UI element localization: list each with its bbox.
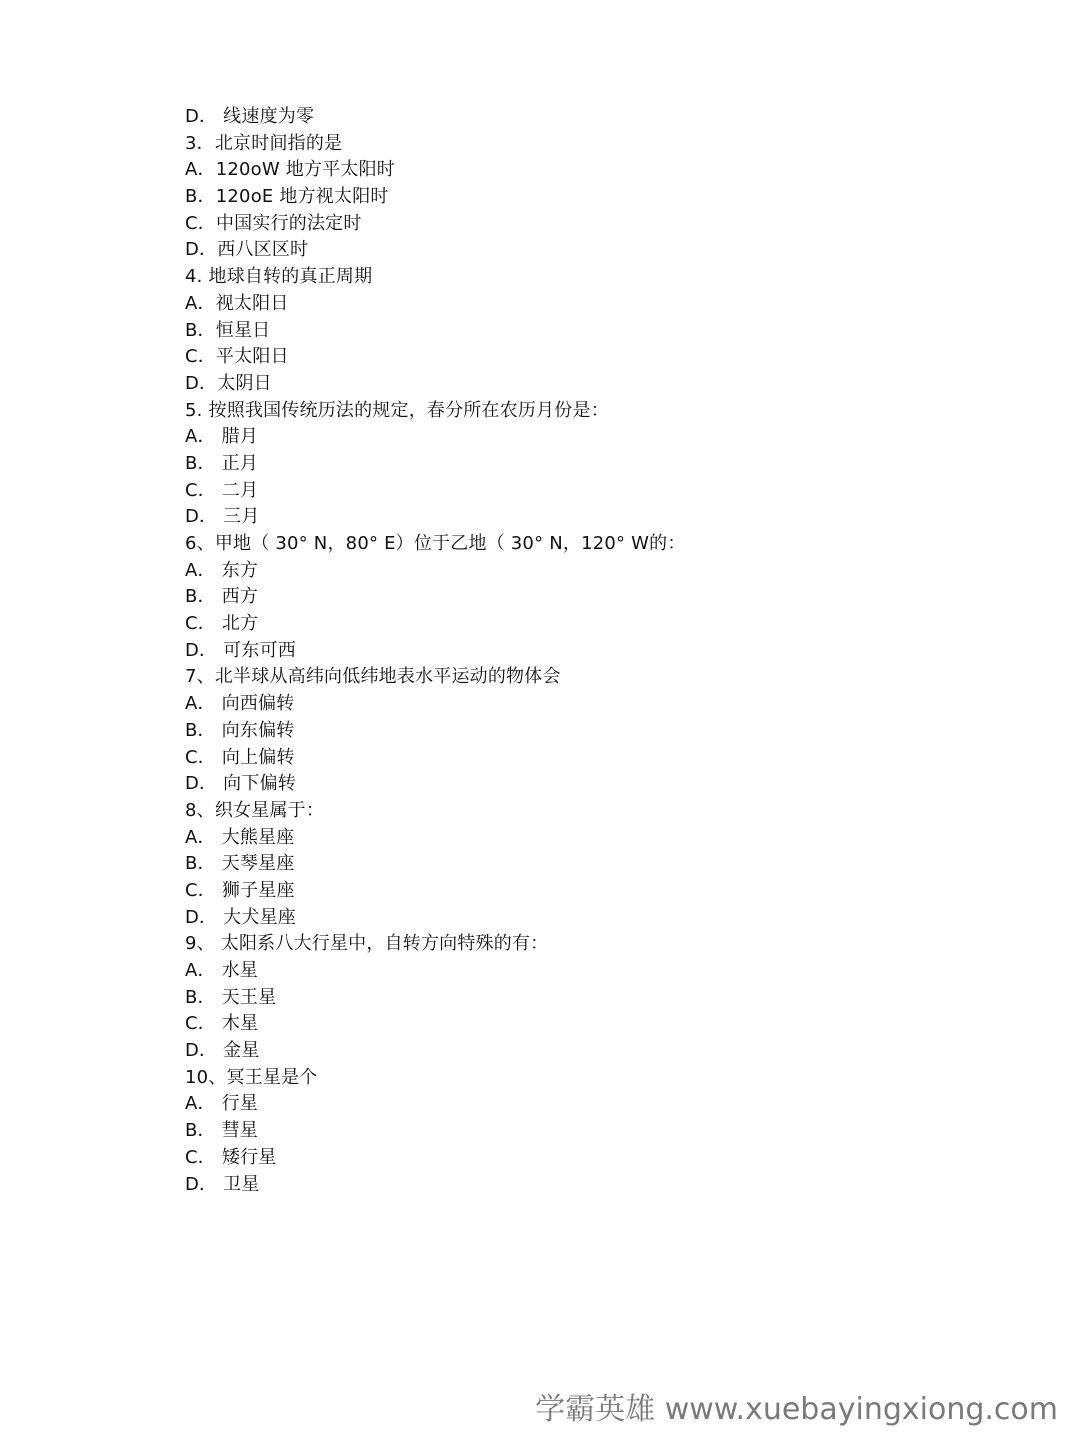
option-line: A． 大熊星座 (185, 826, 295, 848)
site-watermark: 学霸英雄 www.xuebayingxiong.com (535, 1392, 1058, 1427)
option-line: A． 东方 (185, 559, 259, 581)
option-line: B． 正月 (185, 452, 259, 474)
question-7-line: 7、北半球从高纬向低纬地表水平运动的物体会 (185, 666, 561, 688)
option-line: C． 二月 (185, 479, 259, 501)
option-line: A． 腊月 (185, 426, 259, 448)
option-line: D． 卫星 (185, 1173, 260, 1195)
option-line: B． 天王星 (185, 986, 277, 1008)
question-6-line: 6、甲地（ 30° N，80° E）位于乙地（ 30° N，120° W的： (185, 533, 686, 554)
option-line: B．120oE 地方视太阳时 (185, 186, 389, 208)
option-line: D． 可东可西 (185, 639, 296, 661)
option-line: A． 行星 (185, 1093, 259, 1115)
question-8-line: 8、织女星属于： (185, 799, 325, 821)
question-3-line: 3．北京时间指的是 (185, 132, 343, 154)
option-line: C． 木星 (185, 1013, 259, 1035)
option-line: A． 向西偏转 (185, 693, 295, 715)
option-line: D．太阴日 (185, 372, 272, 394)
option-line: C． 狮子星座 (185, 879, 295, 901)
option-line: B． 向东偏转 (185, 719, 295, 741)
option-line: C． 矮行星 (185, 1146, 277, 1168)
option-line: B． 彗星 (185, 1120, 259, 1142)
option-line: B．恒星日 (185, 319, 271, 341)
option-line: A．120oW 地方平太阳时 (185, 159, 396, 181)
option-line: B． 西方 (185, 586, 259, 608)
question-text-block (185, 104, 1005, 1198)
option-line: A．视太阳日 (185, 292, 289, 314)
option-line: B． 天琴星座 (185, 853, 295, 875)
option-line: D． 三月 (185, 506, 260, 528)
text-line: D． 线速度为零 (185, 106, 315, 127)
question-9-line: 9、 太阳系八大行星中，自转方向特殊的有： (185, 933, 549, 955)
option-line: D． 向下偏转 (185, 773, 296, 795)
option-line: D． 大犬星座 (185, 906, 296, 928)
option-line: D． 金星 (185, 1040, 260, 1062)
question-10-line: 10、冥王星是个 (185, 1066, 318, 1088)
option-line: C．平太阳日 (185, 346, 289, 368)
question-5-line: 5. 按照我国传统历法的规定，春分所在农历月份是： (185, 399, 609, 421)
option-line: C． 北方 (185, 613, 259, 635)
option-line: C．中国实行的法定时 (185, 212, 362, 234)
option-line: D．西八区区时 (185, 239, 309, 261)
question-4-line: 4. 地球自转的真正周期 (185, 266, 373, 288)
option-line: C． 向上偏转 (185, 746, 295, 768)
option-line: A． 水星 (185, 960, 259, 981)
